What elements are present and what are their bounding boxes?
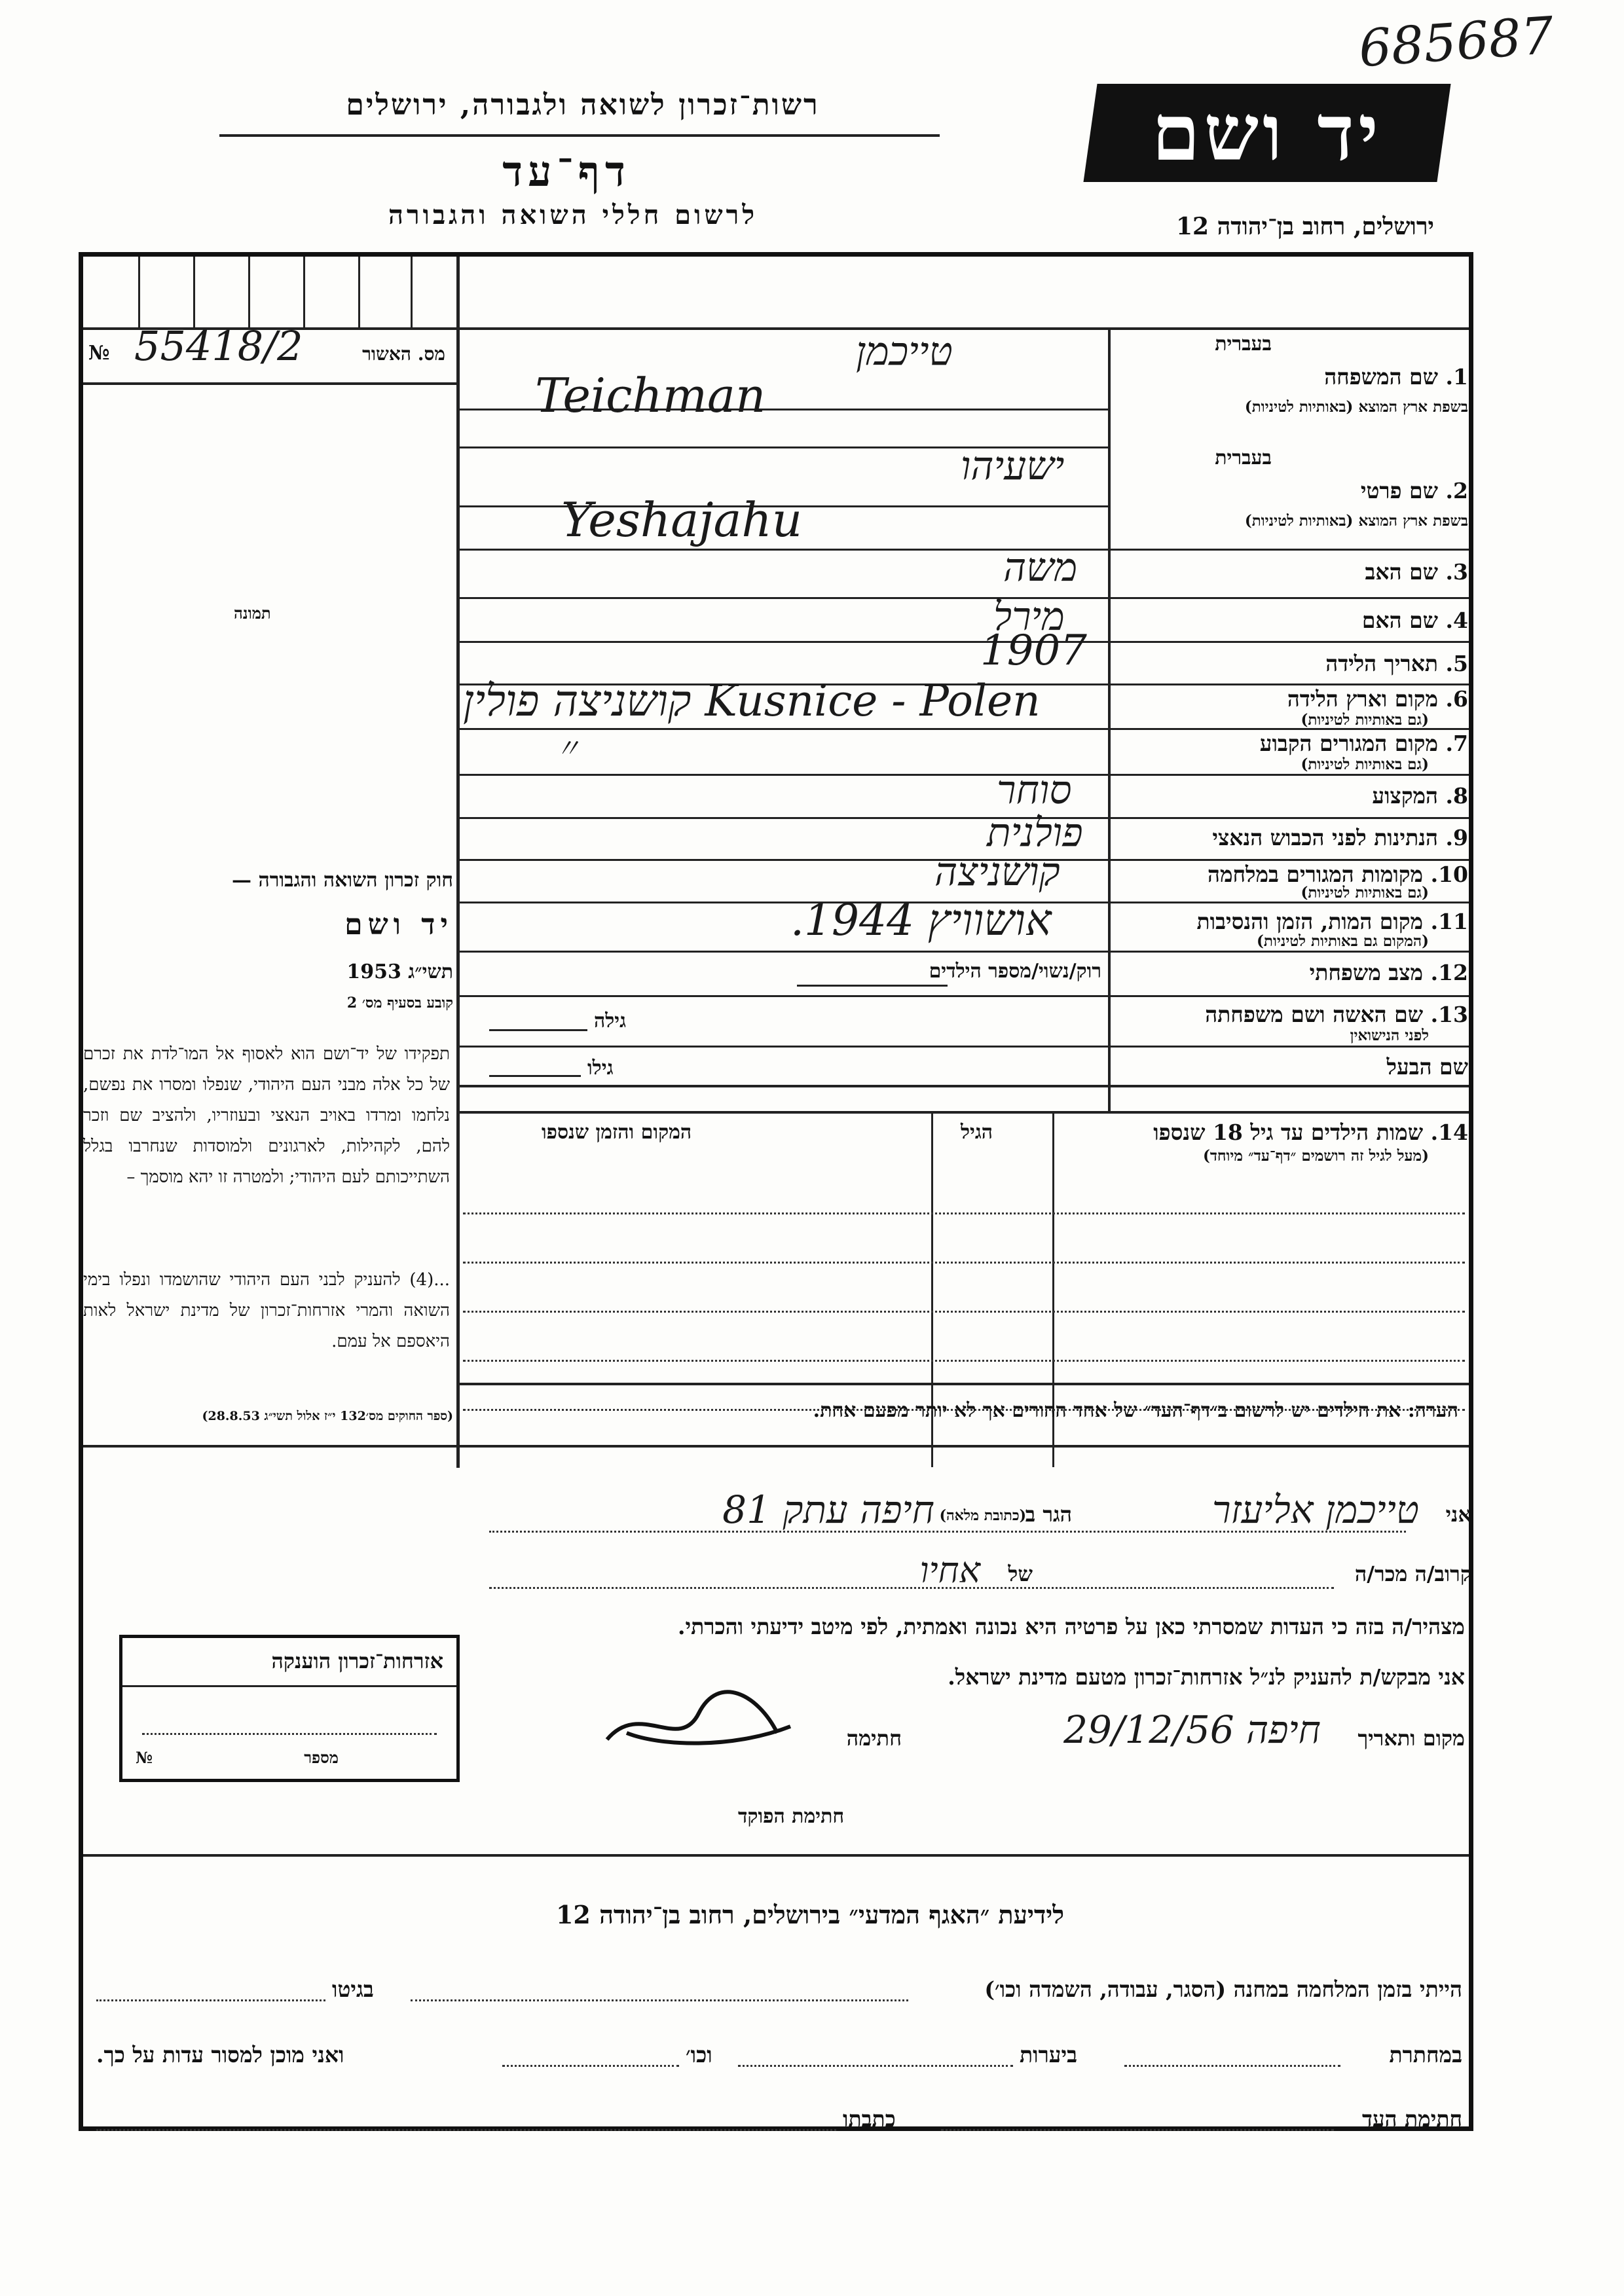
declarant-name[interactable]: טייכמן אליעזר <box>1211 1487 1419 1532</box>
place-date-value[interactable]: חיפה 29/12/56 <box>1063 1707 1321 1752</box>
section-divider <box>83 1445 1469 1448</box>
row-line <box>460 817 1469 819</box>
law-body: תפקידו של יד־ושם הוא לאסוף אל המו־לדת את זכרם של כל אלה מבני העם היהודי, שנפלו ומסרו את נפשם, נלחמו ומרדו באויב הנאצי ובעוזריו, ולהציב שם וזכר להם, לקהילות, לארגונים ולמוסדות שנחרבו בגלל השתייכותם לעם היהודי; ולמטרה זו יהא מוסמך – <box>83 1044 450 1187</box>
field-sublabel: בשפת ארץ המוצא (באותיות לטיניות) <box>1244 398 1468 416</box>
row-line <box>460 641 1469 643</box>
birth-place-value[interactable]: קושניצה פולין Kusnice - Polen <box>463 676 1041 726</box>
first-name-latin-value[interactable]: Yeshajahu <box>561 492 803 547</box>
photo-label: תמונה <box>234 604 271 623</box>
field-label-text: שמות הילדים עד גיל 18 שנספו <box>1153 1120 1424 1145</box>
family-name-latin-value[interactable]: Teichman <box>535 368 766 423</box>
authority-name: רשות־זכרון לשואה ולגבורה, ירושלים <box>346 88 820 122</box>
code-box-divider <box>193 257 195 327</box>
row-line <box>460 1111 1469 1114</box>
field-label-text: מקומות המגורים במלחמה <box>1207 862 1424 887</box>
code-box-divider <box>358 257 360 327</box>
forests-label: ביערות <box>1020 2042 1078 2068</box>
child-row[interactable] <box>463 1212 1465 1214</box>
field-label-text: תאריך הלידה <box>1325 651 1439 676</box>
field-profession <box>1115 779 1468 816</box>
field-label-text: שם פרטי <box>1360 478 1439 503</box>
archive-number: 685687 <box>1357 6 1556 79</box>
children-sublabel: (מעל לגיל זה רושמים ״דף־עד״ מיוחד) <box>1202 1147 1429 1165</box>
field-number: 1. <box>1445 364 1468 390</box>
row-line <box>460 995 1469 997</box>
field-sublabel: לפני הנישואין <box>1350 1027 1429 1044</box>
form-subtitle: לרשום חללי השואה והגבורה <box>388 200 758 230</box>
field-label-text: מצב משפחתי <box>1309 960 1424 985</box>
field-label-text: שם האב <box>1365 559 1439 585</box>
field-number: 4. <box>1445 608 1468 633</box>
family-name-hebrew-value[interactable]: טייכמן <box>856 329 953 374</box>
field-wife-name <box>1115 999 1468 1045</box>
husband-age-line <box>489 1075 581 1077</box>
field-number: 2. <box>1445 478 1468 503</box>
field-family-name <box>1115 333 1468 444</box>
law-year: תשי״ג 1953 <box>346 960 453 983</box>
field-number: 9. <box>1445 825 1468 850</box>
field-number: 3. <box>1445 559 1468 585</box>
memorial-citizenship-box <box>119 1635 460 1782</box>
field-number: 13. <box>1430 1002 1468 1027</box>
approval-label: מס. האשור <box>362 343 445 365</box>
permanent-residence-value[interactable]: 〃 <box>555 734 581 764</box>
field-marital-status <box>1115 956 1468 993</box>
header-address: ירושלים, רחוב בן־יהודה 12 <box>1175 213 1434 240</box>
code-box-divider <box>248 257 250 327</box>
birth-date-value[interactable]: 1907 <box>980 627 1087 675</box>
memorial-box-divider <box>122 1685 456 1687</box>
field-permanent-residence <box>1115 731 1468 773</box>
mother-name-value[interactable]: מירל <box>993 594 1065 640</box>
logo-text: יד ושם <box>1151 87 1383 178</box>
code-box-divider <box>303 257 305 327</box>
children-note: הערה: את הילדים יש לרשום ב״דף־העד״ של אחד ההורים אך לא יותר מפעם אחת. <box>813 1399 1458 1422</box>
hebrew-tag: בעברית <box>1215 333 1272 355</box>
memorial-box-number-label: מספר <box>304 1748 339 1767</box>
child-row[interactable] <box>463 1360 1465 1362</box>
profession-value[interactable]: סוחר <box>997 767 1072 813</box>
wife-age-line <box>489 1029 587 1031</box>
field-label-text: מקום המות, הזמן והנסיבות <box>1196 909 1424 934</box>
child-row[interactable] <box>463 1311 1465 1313</box>
yad-vashem-logo <box>1083 84 1450 182</box>
field-number: 6. <box>1445 686 1468 712</box>
witness-signature-line[interactable] <box>941 2129 1334 2131</box>
witness-address-label: כתבתו <box>843 2106 896 2132</box>
husband-age-label: גילו <box>587 1057 614 1080</box>
law-clause4: ...(4) להעניק לבני העם היהודי שהושמדו ונפלו בימי השואה והמרי אזרחות־זכרון של מדינת ישראל לאות היאספם אל עמם. <box>83 1270 450 1351</box>
declarant-address-label: (כתובת מלאה) <box>939 1507 1026 1524</box>
testimony-statement: ואני מוכן למסור עדות על כך. <box>96 2042 344 2068</box>
field-birth-place <box>1115 686 1468 728</box>
form-frame <box>79 252 1473 2131</box>
field-number: 14. <box>1430 1120 1468 1145</box>
field-birth-date <box>1115 644 1468 683</box>
field-number: 10. <box>1430 862 1468 887</box>
field-number: 12. <box>1430 960 1468 985</box>
form-title: דף־עד <box>502 147 631 196</box>
marital-status-options[interactable]: רוק/נשוי/מספר הילדים <box>929 960 1101 983</box>
field-father-name <box>1115 553 1468 592</box>
law-title: חוק זכרון השואה והגבורה — <box>232 869 453 892</box>
approval-number-field[interactable] <box>88 322 452 373</box>
field-sublabel: (גם באותיות לטיניות) <box>1301 711 1429 729</box>
field-citizenship <box>1115 821 1468 858</box>
etc-label: וכו׳ <box>686 2042 712 2068</box>
children-col-age: הגיל <box>961 1121 993 1144</box>
law-name: יד ושם <box>344 908 453 941</box>
witness-signature-label: חתימת העד <box>1361 2106 1462 2132</box>
first-name-hebrew-value[interactable]: ישעיהו <box>961 443 1065 489</box>
field-label <box>1361 478 1468 504</box>
father-name-value[interactable]: משה <box>1003 545 1078 591</box>
memorial-box-number-suffix: № <box>136 1748 153 1767</box>
field-number: 7. <box>1445 731 1468 756</box>
authority-underline <box>219 134 940 137</box>
place-date-label: מקום ותאריך <box>1357 1726 1465 1751</box>
field-husband-name <box>1115 1050 1468 1083</box>
field-label-text: שם המשפחה <box>1324 364 1439 390</box>
death-value[interactable]: אושוויץ 1944. <box>790 895 1052 945</box>
field-number: 5. <box>1445 651 1468 676</box>
approval-underline <box>83 382 456 385</box>
field-sublabel: (המקום גם באותיות לטיניות) <box>1257 932 1429 950</box>
relation-value[interactable]: אחיו <box>919 1550 980 1591</box>
field-number: 11. <box>1430 909 1468 934</box>
code-box-divider <box>138 257 140 327</box>
child-row[interactable] <box>463 1262 1465 1264</box>
memorial-box-title: אזרחות־זכרון הוענקה <box>271 1649 443 1673</box>
underground-line[interactable] <box>1124 2065 1340 2067</box>
request-text: אני מבקש/ת להעניק לנ״ל אזרחות־זכרון מטעם מדינת ישראל. <box>948 1664 1465 1690</box>
code-box-divider <box>411 257 413 327</box>
field-label-text: המקצוע <box>1372 783 1439 809</box>
approval-number-value: 55418/2 <box>134 322 303 370</box>
underground-label: במחתרת <box>1389 2042 1462 2068</box>
signature-scribble <box>600 1687 797 1759</box>
field-first-name <box>1115 446 1468 551</box>
ghetto-label: בגיטו <box>332 1977 374 2002</box>
row-line <box>460 951 1469 953</box>
field-label-text: מקום המגורים הקבוע <box>1259 731 1439 756</box>
war-residence-value[interactable]: קושניצה <box>934 849 1060 895</box>
field-label-text: שם האשה ושם משפחתה <box>1205 1002 1424 1027</box>
field-sublabel: (גם באותיות לטיניות) <box>1301 756 1429 773</box>
field-mother-name <box>1115 601 1468 640</box>
memorial-box-line <box>142 1733 437 1735</box>
row-line <box>460 1085 1469 1087</box>
row-line <box>460 597 1469 599</box>
bottom-section-divider <box>83 1854 1469 1857</box>
declarant-i-label: אני <box>1445 1502 1471 1527</box>
citizenship-value[interactable]: פולנית <box>987 810 1083 856</box>
war-camp-label: הייתי בזמן המלחמה במחנה (הסגר, עבודה, השמדה וכו׳) <box>984 1977 1462 2002</box>
signature-label: חתימה <box>846 1726 902 1751</box>
forests-line[interactable] <box>738 2065 1013 2067</box>
relation-of-label: של <box>1008 1561 1033 1586</box>
etc-line[interactable] <box>502 2065 679 2067</box>
hebrew-tag: בעברית <box>1215 446 1272 469</box>
field-label-text: הנתינות לפני הכבוש הנאצי <box>1212 825 1439 850</box>
witness-address-line[interactable] <box>96 2129 836 2131</box>
approval-suffix: № <box>88 342 110 365</box>
sidebar-divider <box>456 257 460 1468</box>
scientific-dept-heading: לידיעת ״האגף המדעי״ בירושלים, רחוב בן־יהודה 12 <box>555 1900 1065 1929</box>
field-sublabel: בשפת ארץ המוצא (באותיות לטיניות) <box>1244 512 1468 530</box>
wife-age-label: גילה <box>594 1010 627 1032</box>
field-label <box>1324 364 1468 390</box>
children-count-line <box>797 985 948 987</box>
field-label-text: מקום וארץ הלידה <box>1287 686 1439 712</box>
field-war-residence <box>1115 862 1468 901</box>
note-top-line <box>460 1383 1469 1385</box>
field-label-text: שם הבעל <box>1386 1054 1468 1080</box>
declarant-line <box>489 1531 1406 1533</box>
inspector-label: חתימת הפוקד <box>738 1805 845 1828</box>
law-clause: קובע בסעיף מס׳ 2 <box>346 994 453 1011</box>
field-death <box>1115 906 1468 949</box>
law-source: (ספר החוקים מס׳132 י״ז אלול תשי״ג 28.8.53) <box>202 1409 453 1423</box>
row-line <box>460 1046 1469 1048</box>
ghetto-line[interactable] <box>96 1999 325 2001</box>
field-number: 8. <box>1445 783 1468 809</box>
declaration-text: מצהיר/ה בזה כי העדות שמסרתי כאן על פרטיה היא נכונה ואמתית, לפי מיטב ידיעתי והכרתי. <box>678 1614 1465 1639</box>
relation-line <box>489 1587 1334 1589</box>
declarant-address[interactable]: חיפה עתק 81 <box>722 1487 934 1532</box>
row-line <box>460 774 1469 776</box>
field-label-text: שם האם <box>1361 608 1439 633</box>
declarant-resident-label: הגר ב <box>1025 1502 1072 1527</box>
children-header <box>1065 1120 1468 1165</box>
children-col-place: המקום והזמן שנספו <box>542 1121 692 1144</box>
war-camp-line[interactable] <box>411 1999 908 2001</box>
field-sublabel: (גם באותיות לטיניות) <box>1301 884 1429 902</box>
relation-label: קרוב/ה מכר/ה <box>1354 1561 1471 1586</box>
